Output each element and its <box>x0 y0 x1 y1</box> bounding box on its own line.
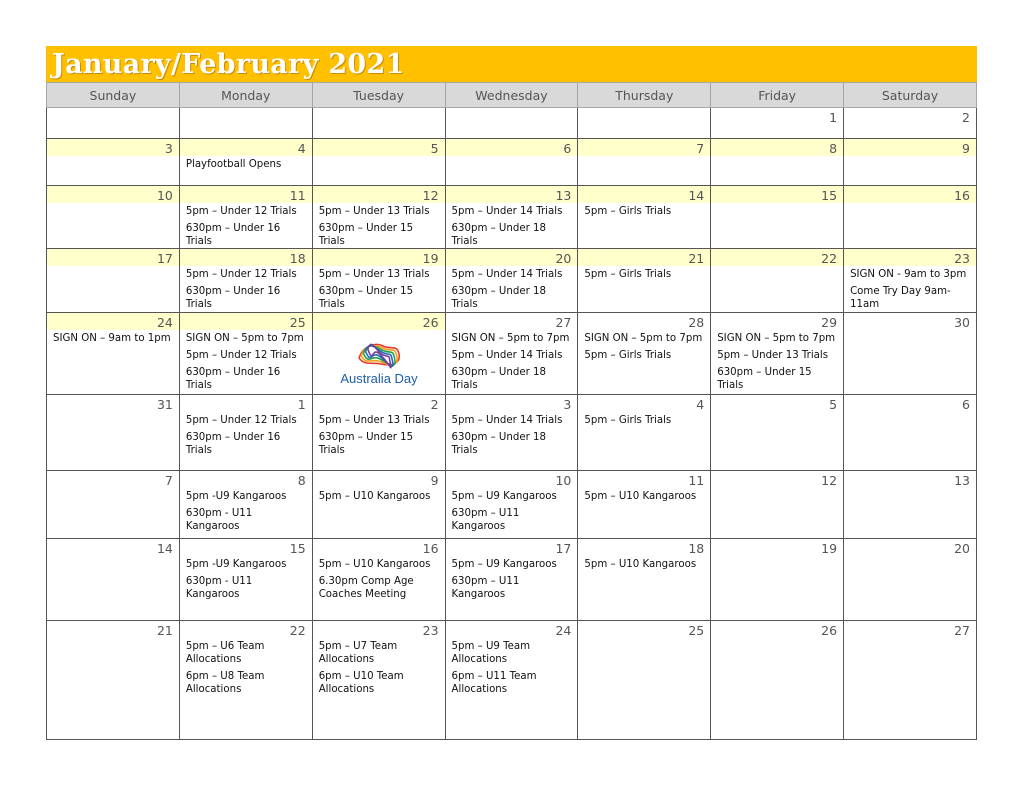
calendar-event: SIGN ON – 5pm to 7pm <box>717 333 836 344</box>
australia-day-logo <box>333 336 425 388</box>
day-cell <box>578 471 711 539</box>
day-number: 15 <box>711 186 843 203</box>
calendar-event: 630pm - U11 Kangaroos <box>185 508 253 532</box>
title-bar <box>46 46 977 82</box>
day-number: 4 <box>696 397 705 412</box>
day-cell <box>445 471 578 539</box>
day-number: 1 <box>829 110 838 125</box>
day-number: 30 <box>954 315 970 330</box>
day-number: 11 <box>688 473 705 488</box>
day-cell <box>179 108 312 139</box>
day-cell <box>312 249 445 313</box>
calendar-event: 5pm – U9 Team Allocations <box>451 641 531 665</box>
calendar-grid <box>46 82 977 740</box>
day-number: 16 <box>844 186 976 203</box>
day-cell <box>578 186 711 249</box>
day-cell <box>711 108 844 139</box>
day-cell <box>47 395 180 471</box>
day-number <box>47 108 179 125</box>
day-cell <box>445 186 578 249</box>
calendar-event: 630pm – Under 18 Trials <box>451 367 546 391</box>
calendar-event: 630pm – U11 Kangaroos <box>451 508 520 532</box>
day-number: 25 <box>180 313 312 330</box>
day-number <box>313 108 445 125</box>
day-number: 14 <box>578 186 710 203</box>
calendar-event: 5pm -U9 Kangaroos <box>185 559 287 570</box>
day-cell <box>844 313 977 395</box>
calendar-event: 5pm – U10 Kangaroos <box>318 491 431 502</box>
day-number: 21 <box>156 623 173 638</box>
day-number: 10 <box>555 473 572 488</box>
day-cell <box>47 313 180 395</box>
calendar-event: 630pm – Under 15 Trials <box>318 223 414 247</box>
day-number: 19 <box>821 541 838 556</box>
day-number: 14 <box>156 541 173 556</box>
day-number: 22 <box>289 623 306 638</box>
calendar-event: 6.30pm Comp Age Coaches Meeting <box>318 576 414 600</box>
calendar-event: 5pm – Under 12 Trials <box>185 269 297 280</box>
day-cell <box>47 108 180 139</box>
day-cell <box>179 539 312 621</box>
calendar-event: 630pm – Under 16 Trials <box>185 223 281 247</box>
day-number: 6 <box>446 139 578 156</box>
day-cell <box>844 139 977 186</box>
day-number: 3 <box>563 397 572 412</box>
day-cell <box>179 313 312 395</box>
calendar-event: 630pm – Under 16 Trials <box>185 286 281 310</box>
calendar-event: 5pm -U9 Kangaroos <box>185 491 287 502</box>
calendar-event: 5pm – U7 Team Allocations <box>318 641 398 665</box>
day-cell <box>312 186 445 249</box>
calendar-event: 630pm – Under 18 Trials <box>451 286 546 310</box>
calendar-event: 6pm – U10 Team Allocations <box>318 671 404 695</box>
day-number: 7 <box>578 139 710 156</box>
day-cell <box>179 395 312 471</box>
day-cell <box>844 249 977 313</box>
weekday-tuesday: Tuesday <box>312 83 445 108</box>
day-cell <box>312 139 445 186</box>
day-cell <box>844 621 977 740</box>
day-number: 12 <box>313 186 445 203</box>
day-cell <box>47 621 180 740</box>
calendar-event: 5pm – Under 14 Trials <box>451 415 563 426</box>
calendar-event: SIGN ON – 5pm to 7pm <box>185 333 304 344</box>
calendar-event: 630pm – Under 15 Trials <box>717 367 812 391</box>
day-cell <box>711 471 844 539</box>
day-cell <box>312 621 445 740</box>
day-cell <box>47 186 180 249</box>
day-number: 5 <box>313 139 445 156</box>
day-number: 11 <box>180 186 312 203</box>
calendar-event: 5pm – Under 12 Trials <box>185 415 297 426</box>
calendar-event: 630pm – Under 15 Trials <box>318 286 414 310</box>
calendar-event: 6pm – U11 Team Allocations <box>451 671 537 695</box>
day-number <box>578 108 710 125</box>
day-cell <box>844 471 977 539</box>
calendar-event: Come Try Day 9am-11am <box>850 286 951 310</box>
calendar-weeks <box>47 108 977 740</box>
day-cell <box>578 539 711 621</box>
calendar-event: 6pm – U8 Team Allocations <box>185 671 265 695</box>
calendar-title: January/February 2021 <box>52 48 405 80</box>
day-number: 31 <box>156 397 173 412</box>
day-number: 28 <box>688 315 705 330</box>
day-cell <box>578 395 711 471</box>
day-number: 8 <box>711 139 843 156</box>
day-number: 3 <box>47 139 179 156</box>
day-number: 6 <box>962 397 970 412</box>
day-number: 23 <box>422 623 439 638</box>
day-number: 9 <box>430 473 439 488</box>
day-number: 21 <box>578 249 710 266</box>
day-number <box>446 108 578 125</box>
day-cell <box>312 395 445 471</box>
day-number: 15 <box>289 541 306 556</box>
week-row <box>47 139 977 186</box>
calendar-event: 5pm – Girls Trials <box>584 350 672 361</box>
calendar-event: 630pm – Under 15 Trials <box>318 432 414 456</box>
day-cell <box>711 395 844 471</box>
day-cell <box>179 139 312 186</box>
day-number: 16 <box>422 541 439 556</box>
calendar-event: SIGN ON - 9am to 3pm <box>850 269 967 280</box>
day-cell <box>312 471 445 539</box>
week-row <box>47 108 977 139</box>
day-number <box>180 108 312 125</box>
calendar-event: 630pm – Under 16 Trials <box>185 367 281 391</box>
day-cell <box>578 621 711 740</box>
day-number: 7 <box>164 473 173 488</box>
day-number: 13 <box>446 186 578 203</box>
day-number: 5 <box>829 397 838 412</box>
day-cell <box>844 186 977 249</box>
calendar-event: 5pm – U10 Kangaroos <box>584 491 697 502</box>
day-cell <box>179 471 312 539</box>
calendar-event: 5pm – Under 12 Trials <box>185 206 297 217</box>
day-cell <box>578 313 711 395</box>
day-cell <box>445 313 578 395</box>
day-number: 27 <box>954 623 970 638</box>
calendar-event: 5pm – U9 Kangaroos <box>451 559 557 570</box>
day-number: 2 <box>962 110 970 125</box>
day-cell <box>445 395 578 471</box>
week-row <box>47 395 977 471</box>
day-number: 18 <box>688 541 705 556</box>
calendar-event: 5pm – Under 13 Trials <box>318 269 430 280</box>
day-number: 9 <box>844 139 976 156</box>
calendar-event: SIGN ON – 9am to 1pm <box>53 333 171 344</box>
weekday-saturday: Saturday <box>844 83 977 108</box>
day-cell <box>445 108 578 139</box>
week-row <box>47 313 977 395</box>
day-cell <box>179 186 312 249</box>
day-cell <box>844 539 977 621</box>
day-cell <box>47 139 180 186</box>
day-cell <box>711 186 844 249</box>
day-number: 8 <box>297 473 306 488</box>
day-cell <box>711 313 844 395</box>
calendar-event: 5pm – Under 12 Trials <box>185 350 297 361</box>
day-cell <box>445 621 578 740</box>
weekday-wednesday: Wednesday <box>445 83 578 108</box>
day-cell <box>47 539 180 621</box>
weekday-thursday: Thursday <box>578 83 711 108</box>
day-number: 4 <box>180 139 312 156</box>
day-number: 24 <box>555 623 572 638</box>
weekday-sunday: Sunday <box>47 83 180 108</box>
day-number: 19 <box>313 249 445 266</box>
day-cell <box>445 139 578 186</box>
day-number: 17 <box>555 541 572 556</box>
calendar-event: 5pm – Under 14 Trials <box>451 206 563 217</box>
day-number: 26 <box>821 623 838 638</box>
calendar-event: SIGN ON – 5pm to 7pm <box>451 333 570 344</box>
day-cell <box>711 249 844 313</box>
day-number: 27 <box>555 315 572 330</box>
day-number: 22 <box>711 249 843 266</box>
day-number: 18 <box>180 249 312 266</box>
day-cell <box>312 313 445 395</box>
day-cell <box>312 108 445 139</box>
calendar-event: 5pm – U10 Kangaroos <box>318 559 431 570</box>
calendar-event: 630pm – Under 18 Trials <box>451 432 546 456</box>
week-row <box>47 249 977 313</box>
logo-text: Australia Day <box>339 371 418 386</box>
week-row <box>47 186 977 249</box>
day-number: 2 <box>430 397 439 412</box>
weekday-header-row <box>47 83 977 108</box>
calendar-event: 5pm – Under 13 Trials <box>318 415 430 426</box>
day-cell <box>844 108 977 139</box>
day-cell <box>47 249 180 313</box>
week-row <box>47 621 977 740</box>
day-number: 10 <box>47 186 179 203</box>
day-cell <box>179 621 312 740</box>
day-number: 17 <box>47 249 179 266</box>
week-row <box>47 539 977 621</box>
day-number: 25 <box>688 623 705 638</box>
day-cell <box>844 395 977 471</box>
calendar <box>46 46 977 740</box>
calendar-event: 5pm – U6 Team Allocations <box>185 641 265 665</box>
calendar-event: 630pm – U11 Kangaroos <box>451 576 520 600</box>
day-cell <box>578 249 711 313</box>
day-number: 29 <box>821 315 838 330</box>
day-cell <box>578 108 711 139</box>
day-number: 13 <box>954 473 970 488</box>
calendar-event: 630pm – Under 18 Trials <box>451 223 546 247</box>
day-cell <box>711 539 844 621</box>
calendar-event: 630pm – Under 16 Trials <box>185 432 281 456</box>
day-cell <box>179 249 312 313</box>
calendar-event: 5pm – U9 Kangaroos <box>451 491 557 502</box>
weekday-friday: Friday <box>711 83 844 108</box>
day-cell <box>578 139 711 186</box>
day-cell <box>711 621 844 740</box>
weekday-monday: Monday <box>179 83 312 108</box>
calendar-event: 630pm - U11 Kangaroos <box>185 576 253 600</box>
calendar-event: 5pm – Under 14 Trials <box>451 269 563 280</box>
day-number: 26 <box>313 313 445 330</box>
calendar-event: SIGN ON – 5pm to 7pm <box>584 333 703 344</box>
calendar-event: 5pm – U10 Kangaroos <box>584 559 697 570</box>
day-number: 23 <box>844 249 976 266</box>
calendar-event: 5pm – Girls Trials <box>584 415 672 426</box>
calendar-event: 5pm – Girls Trials <box>584 269 672 280</box>
calendar-event: 5pm – Under 14 Trials <box>451 350 563 361</box>
day-cell <box>312 539 445 621</box>
day-number: 20 <box>954 541 970 556</box>
calendar-event: 5pm – Girls Trials <box>584 206 672 217</box>
day-number: 1 <box>297 397 306 412</box>
day-number: 20 <box>446 249 578 266</box>
day-number: 24 <box>47 313 179 330</box>
day-number: 12 <box>821 473 838 488</box>
week-row <box>47 471 977 539</box>
day-cell <box>47 471 180 539</box>
day-cell <box>711 139 844 186</box>
day-cell <box>445 539 578 621</box>
calendar-event: 5pm – Under 13 Trials <box>717 350 829 361</box>
calendar-event: 5pm – Under 13 Trials <box>318 206 430 217</box>
calendar-event: Playfootball Opens <box>185 159 282 170</box>
day-cell <box>445 249 578 313</box>
